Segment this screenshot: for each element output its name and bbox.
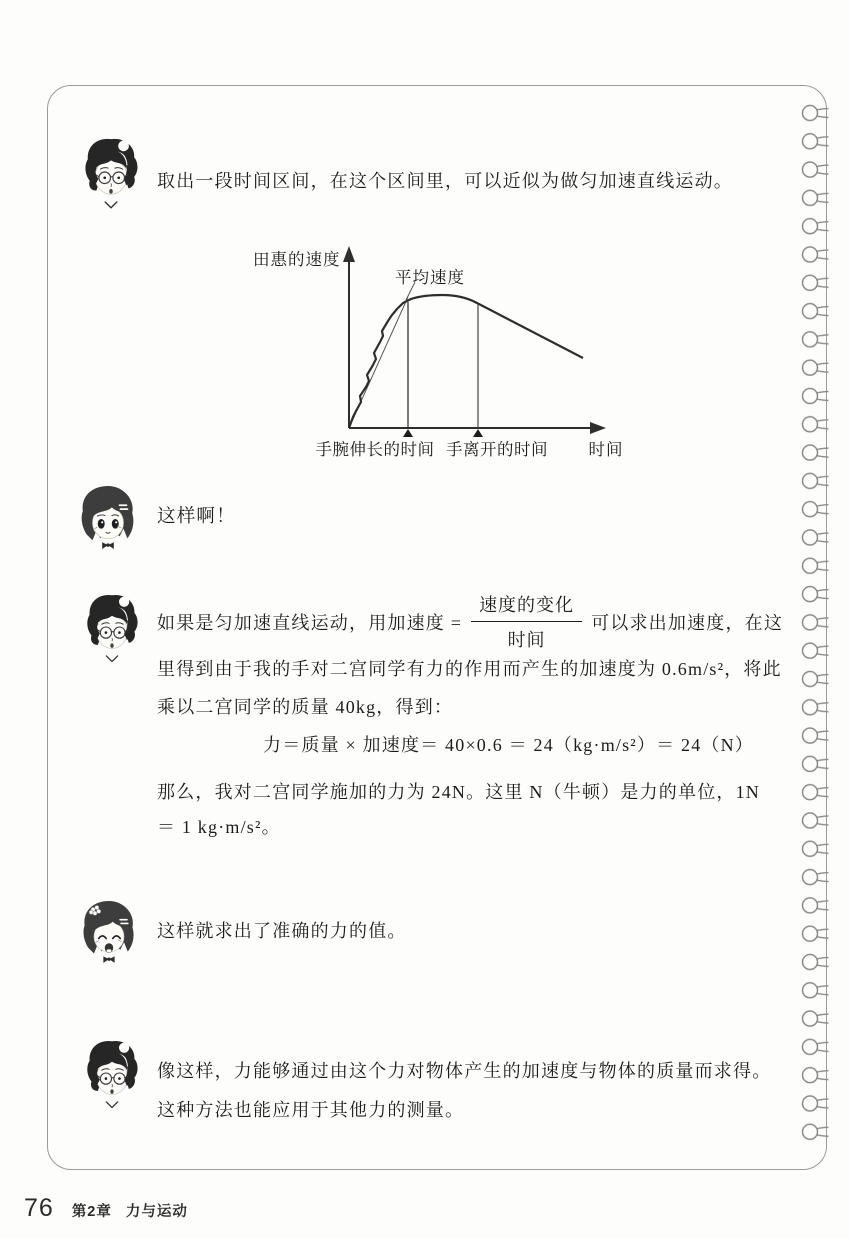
- page-footer: [24, 1194, 188, 1223]
- graph-y-label: 田惠的速度: [253, 250, 341, 269]
- explanation-line-1-post: 可以求出加速度，在这: [591, 612, 784, 633]
- boy-avatar: [84, 592, 140, 662]
- velocity-time-graph: [250, 240, 670, 470]
- graph-x-tick-right: 手离开的时间: [446, 440, 548, 459]
- explanation-line-4: 那么，我对二宫同学施加的力为 24N。这里 N（牛顿）是力的单位，1N: [157, 782, 760, 802]
- boy-avatar: [82, 135, 140, 209]
- graph-x-label: 时间: [588, 440, 624, 459]
- y-axis-arrow-icon: [343, 246, 355, 262]
- force-formula: 力＝质量 × 加速度＝ 40×0.6 ＝ 24（kg·m/s²）＝ 24（N）: [263, 735, 754, 755]
- graph-annotation: 平均速度: [395, 268, 465, 287]
- girl-avatar: [77, 484, 139, 550]
- explanation-line-3: 乘以二宫同学的质量 40kg，得到：: [157, 697, 454, 717]
- fraction-numerator: 速度的变化: [471, 591, 582, 622]
- dialogue-text-5-line-1: 像这样，力能够通过由这个力对物体产生的加速度与物体的质量而求得。: [157, 1061, 772, 1081]
- explanation-line-2: 里得到由于我的手对二宫同学有力的作用而产生的加速度为 0.6m/s²，将此: [157, 659, 782, 679]
- girl-happy-avatar: [79, 896, 139, 966]
- x-axis-arrow-icon: [590, 422, 606, 434]
- spiral-binding-rings: [797, 99, 837, 1146]
- chapter-title: 力与运动: [125, 1204, 188, 1220]
- dialogue-text-5-line-2: 这种方法也能应用于其他力的测量。: [157, 1100, 465, 1120]
- tick-marker-right-icon: [473, 429, 483, 437]
- chapter-label: 第2章: [71, 1204, 112, 1220]
- velocity-curve: [349, 295, 583, 428]
- acceleration-fraction: [471, 591, 582, 652]
- explanation-line-5: ＝ 1 kg·m/s²。: [157, 817, 281, 837]
- dialogue-text-4: 这样就求出了准确的力的值。: [157, 921, 407, 941]
- tick-marker-left-icon: [403, 429, 413, 437]
- graph-x-tick-left: 手腕伸长的时间: [315, 440, 435, 459]
- dialogue-text-1: 取出一段时间区间，在这个区间里，可以近似为做匀加速直线运动。: [157, 171, 733, 191]
- explanation-line-1-pre: 如果是匀加速直线运动，用加速度 =: [157, 612, 463, 633]
- explanation-line-1: [157, 591, 783, 652]
- dialogue-text-2: 这样啊！: [157, 507, 236, 527]
- page-number: 76: [24, 1194, 54, 1222]
- boy-avatar: [84, 1038, 140, 1108]
- fraction-denominator: 时间: [507, 630, 546, 650]
